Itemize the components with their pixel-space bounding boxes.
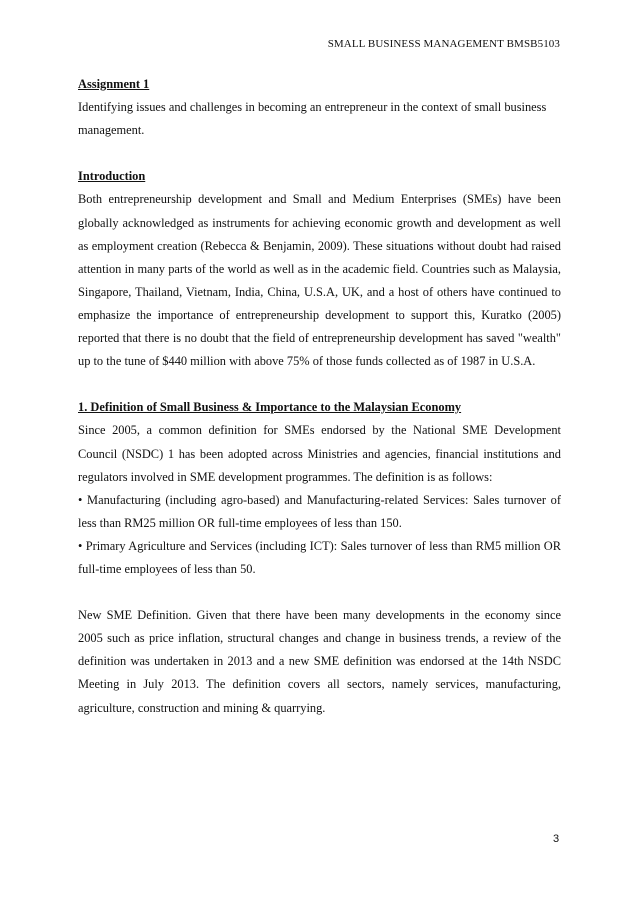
running-header: SMALL BUSINESS MANAGEMENT BMSB5103 [327,38,560,50]
introduction-heading: Introduction [78,169,146,184]
introduction-paragraph: Both entrepreneurship development and Small and Medium Enterprises (SMEs) have been globally acknowledged as instruments for achieving economic growth and development as well as employment creation (Rebecca & Benjamin, 2009). These situations without doubt had raised attention in many parts of the world as well as in the academic field. Countries such as Malaysia, Singapore, Thailand, Vietnam, India, China, U.S.A, UK, and a host of others have continued to emphasize the importance of entrepreneurship development to support this, Kuratko (2005) reported that there is no doubt that the field of entrepreneurship development has saved "wealth" up to the tune of $440 million with above 75% of those funds collected as of 1987 in U.S.A. [78,192,561,369]
document-body [78,73,561,720]
sme-bullet-manufacturing: • Manufacturing (including agro-based) and Manufacturing-related Services: Sales turnover of less than RM25 million OR full-time employees of less than 150. [78,492,561,530]
sme-definition-intro: Since 2005, a common definition for SMEs endorsed by the National SME Development Council (NSDC) 1 has been adopted across Ministries and agencies, financial institutions and regulators involved in SME development programmes. The definition is as follows: [78,423,561,484]
sme-bullet-agriculture-services: • Primary Agriculture and Services (including ICT): Sales turnover of less than RM5 million OR full-time employees of less than 50. [78,538,561,576]
assignment-heading: Assignment 1 [78,77,150,91]
paragraph-spacer [78,142,561,165]
paragraph-spacer [78,373,561,396]
paragraph-spacer [78,581,561,604]
assignment-description: Identifying issues and challenges in becoming an entrepreneur in the context of small business management. [78,100,547,138]
new-sme-definition-paragraph: New SME Definition. Given that there have been many developments in the economy since 2005 such as price inflation, structural changes and change in business trends, a review of the definition was undertaken in 2013 and a new SME definition was endorsed at the 14th NSDC Meeting in July 2013. The definition covers all sectors, namely services, manufacturing, agriculture, construction and mining & quarrying. [78,608,561,715]
page-number: 3 [553,833,560,845]
section-1-heading: 1. Definition of Small Business & Importance to the Malaysian Economy [78,400,462,415]
